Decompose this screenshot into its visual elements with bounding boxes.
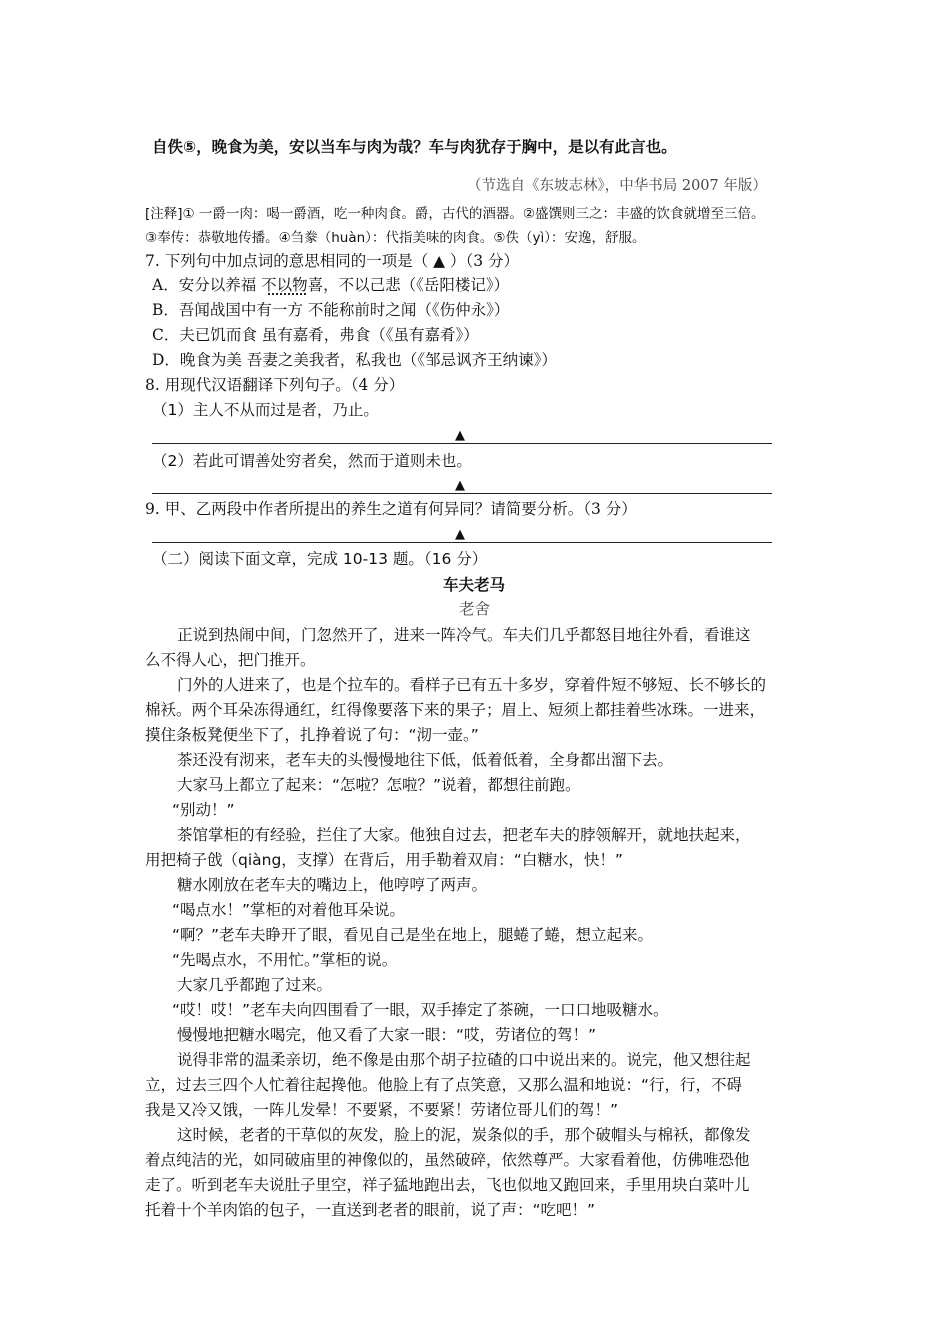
emphasis-dots — [268, 293, 306, 295]
body-line: 糖水刚放在老车夫的嘴边上，他哼哼了两声。 — [177, 876, 488, 894]
question-7: 7. 下列句中加点词的意思相同的一项是（ ▲ ）（3 分） — [145, 252, 520, 270]
source-citation: （节选自《东坡志林》，中华书局 2007 年版） — [467, 178, 767, 194]
answer-marker: ▲ — [455, 478, 465, 493]
body-line: “哎！哎！”老车夫向四围看了一眼，双手捧定了茶碗，一口口地吸糖水。 — [172, 1001, 669, 1019]
question-8: 8. 用现代汉语翻译下列句子。（4 分） — [145, 376, 405, 394]
body-line: 大家几乎都跑了过来。 — [177, 976, 333, 994]
option-c: C．夫已饥而食 虽有嘉肴，弗食（《虽有嘉肴》） — [152, 326, 479, 344]
body-line: 茶馆掌柜的有经验，拦住了大家。他独自过去，把老车夫的脖领解开，就地扶起来， — [177, 826, 751, 844]
body-line: 门外的人进来了，也是个拉车的。看样子已有五十多岁，穿着件短不够短、长不够长的 — [177, 676, 767, 694]
body-line: 走了。听到老车夫说肚子里空，祥子猛地跑出去，飞也似地又跑回来，手里用块白菜叶儿 — [145, 1176, 750, 1194]
article-title: 车夫老马 — [443, 576, 506, 594]
body-line: 摸住条板凳便坐下了，扎挣着说了句：“沏一壶。” — [145, 726, 479, 744]
body-line: “啊？”老车夫睁开了眼，看见自己是坐在地上，腿蜷了蜷，想立起来。 — [172, 926, 654, 944]
body-line: 么不得人心，把门推开。 — [145, 651, 316, 669]
body-line: 这时候，老者的干草似的灰发，脸上的泥，炭条似的手，那个破帽头与棉袄，都像发 — [177, 1126, 751, 1144]
option-b: B．吾闻战国中有一方 不能称前时之闻（《伤仲永》） — [152, 301, 510, 319]
body-line: 我是又冷又饿，一阵儿发晕！不要紧，不要紧！劳诸位哥儿们的驾！” — [145, 1101, 619, 1119]
option-a: A．安分以养福 不以物喜，不以己悲（《岳阳楼记》） — [152, 276, 510, 294]
option-d: D．晚食为美 吾妻之美我者，私我也（《邹忌讽齐王纳谏》） — [152, 351, 557, 369]
body-line: 棉袄。两个耳朵冻得通红，红得像要落下来的果子；眉上、短须上都挂着些冰珠。一进来， — [145, 701, 766, 719]
answer-marker: ▲ — [455, 527, 465, 542]
body-line: 说得非常的温柔亲切，绝不像是由那个胡子拉碴的口中说出来的。说完，他又想往起 — [177, 1051, 751, 1069]
section-heading: （二）阅读下面文章，完成 10-13 题。（16 分） — [152, 550, 488, 568]
answer-marker: ▲ — [455, 428, 465, 443]
question-9: 9. 甲、乙两段中作者所提出的养生之道有何异同？请简要分析。（3 分） — [145, 500, 637, 518]
question-8-1: （1）主人不从而过是者，乃止。 — [152, 401, 379, 419]
body-line: “别动！” — [172, 801, 235, 819]
article-author: 老舍 — [459, 600, 491, 618]
annotation-line: ③奉传：恭敬地传播。④刍豢（huàn）：代指美味的肉食。⑤佚（yì）：安逸，舒服。 — [145, 230, 646, 246]
body-line: 慢慢地把糖水喝完，他又看了大家一眼：“哎，劳诸位的驾！” — [177, 1026, 597, 1044]
body-line: “喝点水！”掌柜的对着他耳朵说。 — [172, 901, 406, 919]
answer-line — [152, 443, 772, 444]
passage-line: 自佚⑤，晚食为美，安以当车与肉为哉？车与肉犹存于胸中，是以有此言也。 — [152, 138, 677, 156]
body-line: 用把椅子戗（qiàng，支撑）在背后，用手勒着双肩：“白糖水，快！” — [145, 851, 623, 869]
answer-line — [152, 493, 772, 494]
body-line: 托着十个羊肉馅的包子，一直送到老者的眼前，说了声：“吃吧！” — [145, 1201, 596, 1219]
body-line: 正说到热闹中间，门忽然开了，进来一阵冷气。车夫们几乎都怒目地往外看，看谁这 — [177, 626, 751, 644]
body-line: “先喝点水，不用忙。”掌柜的说。 — [172, 951, 398, 969]
body-line: 立，过去三四个人忙着往起搀他。他脸上有了点笑意，又那么温和地说：“行，行，不碍 — [145, 1076, 743, 1094]
body-line: 茶还没有沏来，老车夫的头慢慢地往下低，低着低着，全身都出溜下去。 — [177, 751, 674, 769]
annotation-line: [注释]① 一爵一肉：喝一爵酒，吃一种肉食。爵，古代的酒器。②盛馔则三之：丰盛的饮食就增至三倍。 — [145, 206, 765, 222]
question-8-2: （2）若此可谓善处穷者矣，然而于道则未也。 — [152, 452, 472, 470]
body-line: 大家马上都立了起来：“怎啦？怎啦？”说着，都想往前跑。 — [177, 776, 581, 794]
body-line: 着点纯洁的光，如同破庙里的神像似的，虽然破碎，依然尊严。大家看着他，仿佛唯恐他 — [145, 1151, 750, 1169]
answer-line — [152, 542, 772, 543]
